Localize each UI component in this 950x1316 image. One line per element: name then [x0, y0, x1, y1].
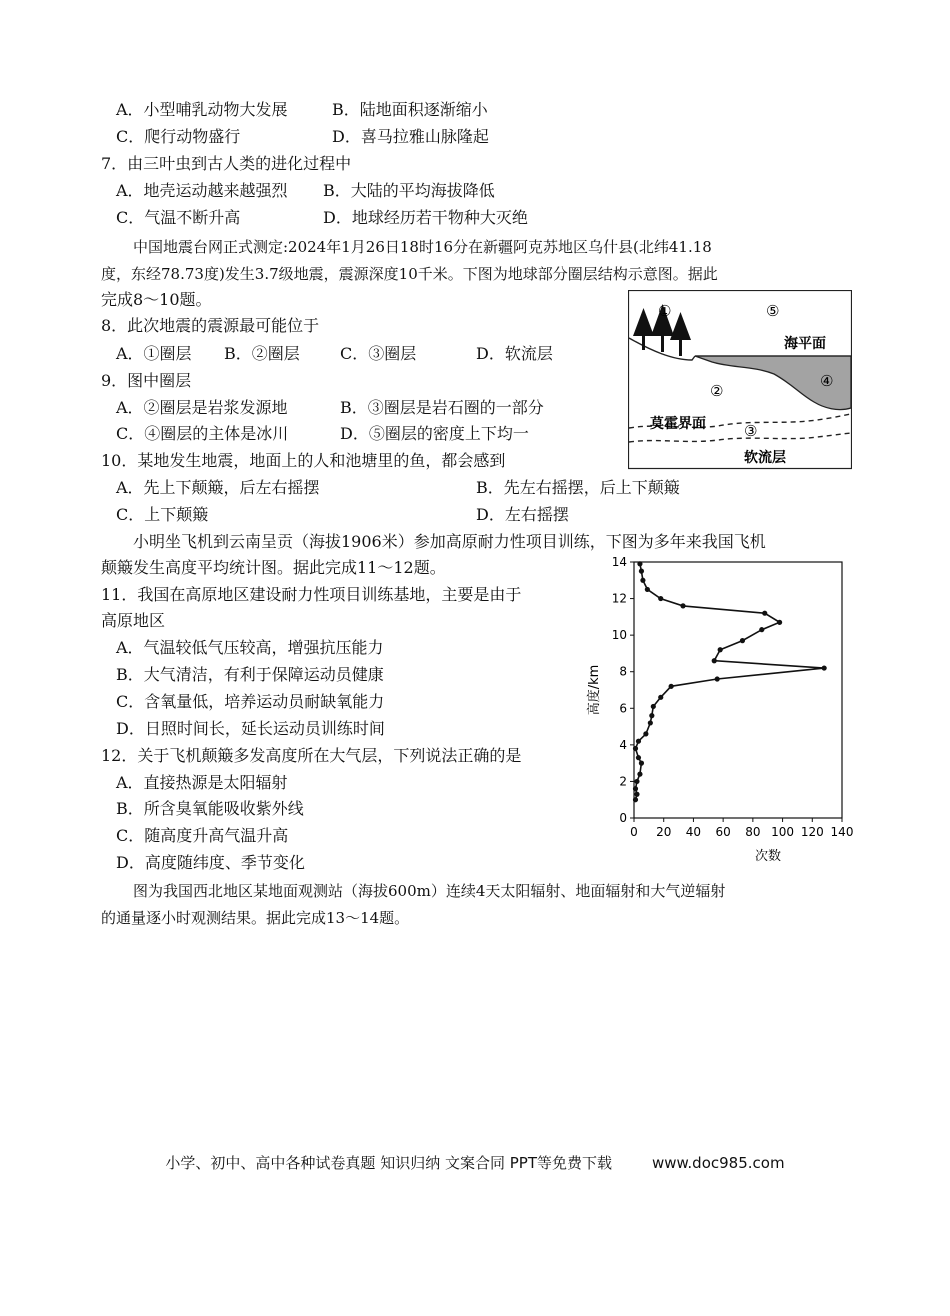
data-point	[712, 658, 717, 663]
q8-option-b: B．②圈层	[224, 344, 300, 363]
q6-option-b: B．陆地面积逐渐缩小	[332, 100, 488, 119]
q11-stem-line1: 11．我国在高原地区建设耐力性项目训练基地，主要是由于	[101, 585, 522, 604]
data-point	[658, 596, 663, 601]
q6-option-a: A．小型哺乳动物大发展	[116, 100, 288, 119]
q9-option-b: B．③圈层是岩石圈的一部分	[340, 398, 544, 417]
data-point	[633, 786, 638, 791]
q7-option-a: A．地壳运动越来越强烈	[116, 181, 288, 200]
data-point	[634, 779, 639, 784]
footer-url[interactable]: www.doc985.com	[651, 1154, 785, 1172]
intro-8-10-line1: 中国地震台网正式测定:2024年1月26日18时16分在新疆阿克苏地区乌什县(北纬41.18	[133, 238, 712, 256]
intro-13-14-line1: 图为我国西北地区某地面观测站（海拔600m）连续4天太阳辐射、地面辐射和大气逆辐射	[133, 882, 726, 900]
data-point	[639, 569, 644, 574]
q9-option-a: A．②圈层是岩浆发源地	[116, 398, 288, 417]
q7-option-d: D．地球经历若干物种大灭绝	[323, 208, 528, 227]
data-point	[658, 695, 663, 700]
data-point	[648, 720, 653, 725]
y-tick-label: 4	[619, 737, 627, 752]
x-tick-label: 120	[800, 825, 824, 839]
x-tick-label: 100	[771, 825, 795, 839]
y-tick-label: 8	[619, 664, 627, 679]
x-tick-label: 0	[630, 825, 638, 839]
q7-option-b: B．大陆的平均海拔降低	[323, 181, 495, 200]
series-line	[636, 564, 825, 800]
data-point	[637, 561, 642, 566]
layer-label-1: ①	[658, 302, 672, 320]
q10-option-c: C．上下颠簸	[116, 505, 209, 524]
q10-option-b: B．先左右摇摆，后上下颠簸	[476, 478, 680, 497]
q11-option-a: A．气温较低气压较高，增强抗压能力	[116, 638, 384, 657]
data-point	[715, 676, 720, 681]
intro-13-14-line2: 的通量逐小时观测结果。据此完成13～14题。	[101, 909, 410, 927]
data-point	[680, 603, 685, 608]
y-tick-label: 0	[619, 811, 627, 825]
x-tick-label: 60	[715, 825, 731, 839]
data-point	[669, 684, 674, 689]
data-point	[634, 792, 639, 797]
q7-stem: 7．由三叶虫到古人类的进化过程中	[101, 154, 352, 173]
y-tick-label: 10	[611, 628, 627, 643]
layer-label-2: ②	[710, 382, 724, 400]
data-point	[762, 611, 767, 616]
x-tick-label: 40	[685, 825, 702, 839]
q11-option-c: C．含氧量低，培养运动员耐缺氧能力	[116, 692, 385, 711]
data-point	[718, 647, 723, 652]
y-tick-label: 2	[619, 774, 627, 789]
intro-11-12-line2: 颠簸发生高度平均统计图。据此完成11～12题。	[101, 558, 446, 577]
q9-option-c: C．④圈层的主体是冰川	[116, 424, 289, 443]
data-point	[633, 746, 638, 751]
layer-label-4: ④	[820, 372, 834, 390]
q8-option-c: C．③圈层	[340, 344, 417, 363]
layer-label-5: ⑤	[766, 302, 780, 320]
data-point	[649, 713, 654, 718]
sea-level-label: 海平面	[784, 336, 826, 352]
x-tick-label: 140	[830, 825, 854, 839]
q6-option-c: C．爬行动物盛行	[116, 127, 241, 146]
q10-stem: 10．某地发生地震，地面上的人和池塘里的鱼，都会感到	[101, 451, 506, 470]
intro-8-10-line2: 度，东经78.73度)发生3.7级地震，震源深度10千米。下图为地球部分圈层结构示意图。据此	[101, 265, 718, 283]
data-point	[645, 587, 650, 592]
earth-layers-diagram	[628, 290, 852, 470]
data-point	[633, 797, 638, 802]
q8-stem: 8．此次地震的震源最可能位于	[101, 316, 320, 335]
moho-label: 莫霍界面	[650, 416, 706, 432]
x-tick-label: 20	[656, 825, 672, 839]
q12-stem: 12．关于飞机颠簸多发高度所在大气层，下列说法正确的是	[101, 746, 522, 765]
data-point	[643, 731, 648, 736]
data-point	[777, 620, 782, 625]
footer-text: 小学、初中、高中各种试卷真题 知识归纳 文案合同 PPT等免费下载	[165, 1154, 612, 1172]
q9-stem: 9．图中圈层	[101, 371, 192, 390]
data-point	[822, 665, 827, 670]
q9-option-d: D．⑤圈层的密度上下均一	[340, 424, 529, 443]
data-point	[636, 755, 641, 760]
q8-option-d: D．软流层	[476, 344, 553, 363]
q7-option-c: C．气温不断升高	[116, 208, 241, 227]
q6-option-d: D．喜马拉雅山脉隆起	[332, 127, 489, 146]
y-tick-label: 12	[611, 591, 627, 606]
q10-option-d: D．左右摇摆	[476, 505, 569, 524]
data-point	[637, 772, 642, 777]
asthenosphere-label: 软流层	[744, 450, 786, 466]
page-footer	[0, 1152, 950, 1173]
data-point	[636, 739, 641, 744]
layer-label-3: ③	[744, 422, 758, 440]
data-point	[640, 578, 645, 583]
y-tick-label: 14	[611, 555, 627, 569]
y-axis-label: 高度/km	[587, 664, 602, 716]
turbulence-altitude-chart	[580, 550, 880, 870]
q12-option-a: A．直接热源是太阳辐射	[116, 773, 288, 792]
intro-8-10-line3: 完成8～10题。	[101, 290, 212, 309]
data-point	[740, 638, 745, 643]
y-tick-label: 6	[619, 701, 627, 716]
q8-option-a: A．①圈层	[116, 344, 192, 363]
data-point	[759, 627, 764, 632]
q11-option-b: B．大气清洁，有利于保障运动员健康	[116, 665, 384, 684]
q11-option-d: D．日照时间长，延长运动员训练时间	[116, 719, 385, 738]
q10-option-a: A．先上下颠簸，后左右摇摆	[116, 478, 320, 497]
data-point	[639, 761, 644, 766]
q12-option-d: D．高度随纬度、季节变化	[116, 853, 305, 872]
q12-option-b: B．所含臭氧能吸收紫外线	[116, 799, 304, 818]
q11-stem-line2: 高原地区	[101, 611, 166, 630]
data-point	[651, 704, 656, 709]
intro-11-12-line1: 小明坐飞机到云南呈贡（海拔1906米）参加高原耐力性项目训练，下图为多年来我国飞机	[133, 532, 766, 551]
q12-option-c: C．随高度升高气温升高	[116, 826, 289, 845]
x-axis-label: 次数	[754, 849, 782, 864]
x-tick-label: 80	[745, 825, 761, 839]
